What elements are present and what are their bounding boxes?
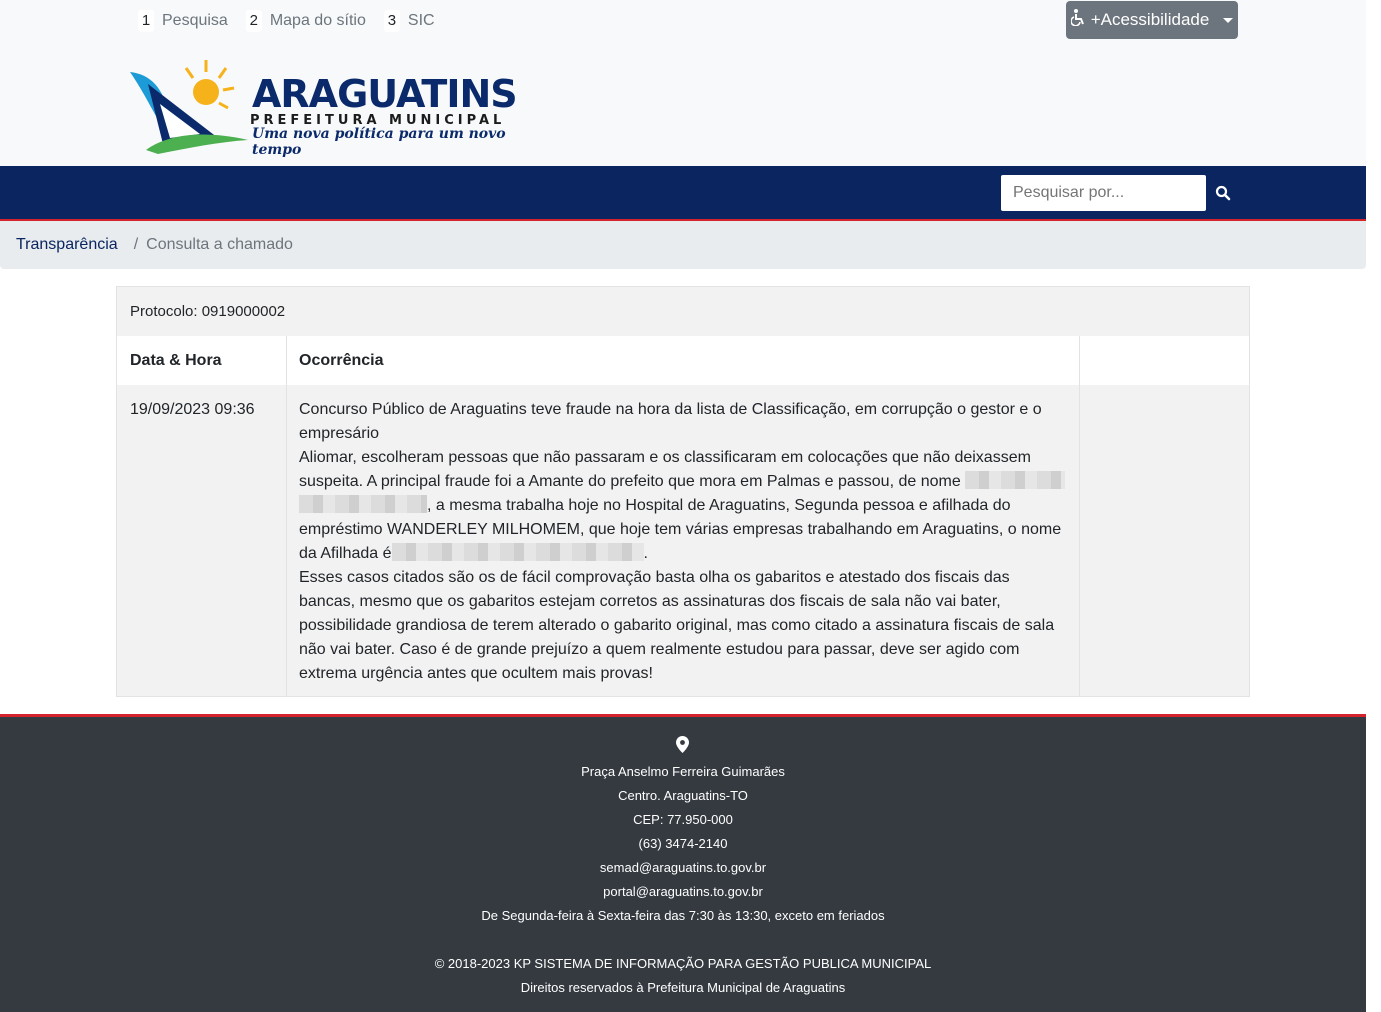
logo-subtitle: PREFEITURA MUNICIPAL — [250, 113, 506, 128]
occurrence-paragraph: Concurso Público de Araguatins teve fraude na hora da lista de Classificação, em corrupção o gestor e o empresário — [299, 401, 1042, 442]
cell-empty — [1080, 385, 1249, 696]
table-header — [117, 336, 1249, 386]
skip-link-number: 2 — [246, 10, 262, 32]
table-row — [117, 385, 1249, 696]
accessibility-dropdown-button[interactable] — [1066, 1, 1238, 39]
site-logo[interactable] — [128, 54, 517, 158]
logo-emblem-icon — [128, 54, 252, 156]
footer-cep: CEP: 77.950-000 — [633, 812, 733, 827]
map-pin-icon — [676, 736, 689, 756]
footer-hours: De Segunda-feira à Sexta-feira das 7:30 às 13:30, exceto em feriados — [481, 908, 885, 923]
column-header-occurrence: Ocorrência — [287, 336, 1080, 385]
occurrence-text: . — [643, 545, 648, 562]
skip-link-search[interactable] — [138, 10, 228, 32]
cell-datetime: 19/09/2023 09:36 — [117, 385, 287, 696]
footer-copyright: © 2018-2023 KP SISTEMA DE INFORMAÇÃO PARA GESTÃO PUBLICA MUNICIPAL — [434, 956, 932, 971]
caret-down-icon — [1223, 18, 1233, 23]
column-header-empty — [1080, 336, 1249, 385]
wheelchair-icon — [1071, 9, 1085, 31]
logo-slogan: Uma nova política para um novo tempo — [252, 126, 506, 158]
footer-city: Centro. Araguatins-TO — [618, 788, 748, 803]
footer-copyright-block — [0, 952, 1366, 1000]
skip-link-number: 1 — [138, 10, 154, 32]
skip-link-number: 3 — [384, 10, 400, 32]
footer-phone: (63) 3474-2140 — [638, 836, 728, 851]
breadcrumb-current: Consulta a chamado — [146, 236, 293, 253]
footer — [0, 714, 1366, 1012]
breadcrumb-link-transparencia[interactable]: Transparência — [16, 236, 118, 253]
search-input[interactable] — [1001, 175, 1206, 211]
cell-occurrence — [287, 385, 1080, 696]
skip-link-sitemap[interactable] — [246, 10, 366, 32]
ticket-card — [116, 286, 1250, 697]
occurrence-text: Aliomar, escolheram pessoas que não passaram e os classificaram em colocações que não deixassem suspeita. A principal fraude foi a Amante do prefeito que mora em Palmas e passou, de nome — [299, 449, 1031, 490]
search-icon — [1215, 185, 1231, 201]
skip-link-label: SIC — [407, 12, 435, 29]
logo-title: ARAGUATINS — [252, 72, 517, 116]
redacted-name-block — [965, 471, 1065, 489]
breadcrumb-separator: / — [133, 236, 139, 253]
occurrence-text: , a mesma trabalha hoje no Hospital de Araguatins, Segunda pessoa e afilhada do empréstimo WANDERLEY MILHOMEM, que hoje tem várias empresas trabalhando em Araguatins, o nome da Afilhada é — [299, 497, 1062, 562]
footer-email-semad[interactable]: semad@araguatins.to.gov.br — [599, 860, 767, 875]
skip-link-label: Pesquisa — [162, 12, 228, 29]
accessibility-label: +Acessibilidade — [1090, 10, 1210, 29]
column-header-datetime: Data & Hora — [117, 336, 287, 385]
footer-address: Praça Anselmo Ferreira Guimarães — [581, 764, 785, 779]
redacted-name-block — [299, 495, 427, 513]
occurrence-paragraph — [299, 446, 1067, 566]
header — [0, 0, 1366, 166]
occurrence-paragraph: Esses casos citados são os de fácil comprovação basta olha os gabaritos e atestado dos fiscais das bancas, mesmo que os gabaritos estejam corretos as assinaturas dos fiscais de sala não vai bater, possibilidade grandiosa de terem alterado o gabarito original, mas como citado a assinatura fiscais de sala não vai bater. Caso é de grande prejuízo a quem realmente estudou para passar, deve ser agido com extrema urgência antes que ocultem mais provas! — [299, 569, 1055, 682]
skip-link-sic[interactable] — [384, 10, 435, 32]
search-button[interactable] — [1206, 175, 1240, 211]
redacted-name-block — [392, 543, 644, 561]
footer-rights: Direitos reservados à Prefeitura Municipal de Araguatins — [520, 980, 846, 995]
navbar — [0, 166, 1366, 221]
footer-contact — [0, 760, 1366, 928]
protocol-header: Protocolo: 0919000002 — [117, 287, 1249, 337]
footer-email-portal[interactable]: portal@araguatins.to.gov.br — [603, 884, 763, 899]
skip-link-label: Mapa do sítio — [269, 12, 366, 29]
skip-links — [138, 10, 435, 32]
breadcrumb — [0, 221, 1366, 269]
